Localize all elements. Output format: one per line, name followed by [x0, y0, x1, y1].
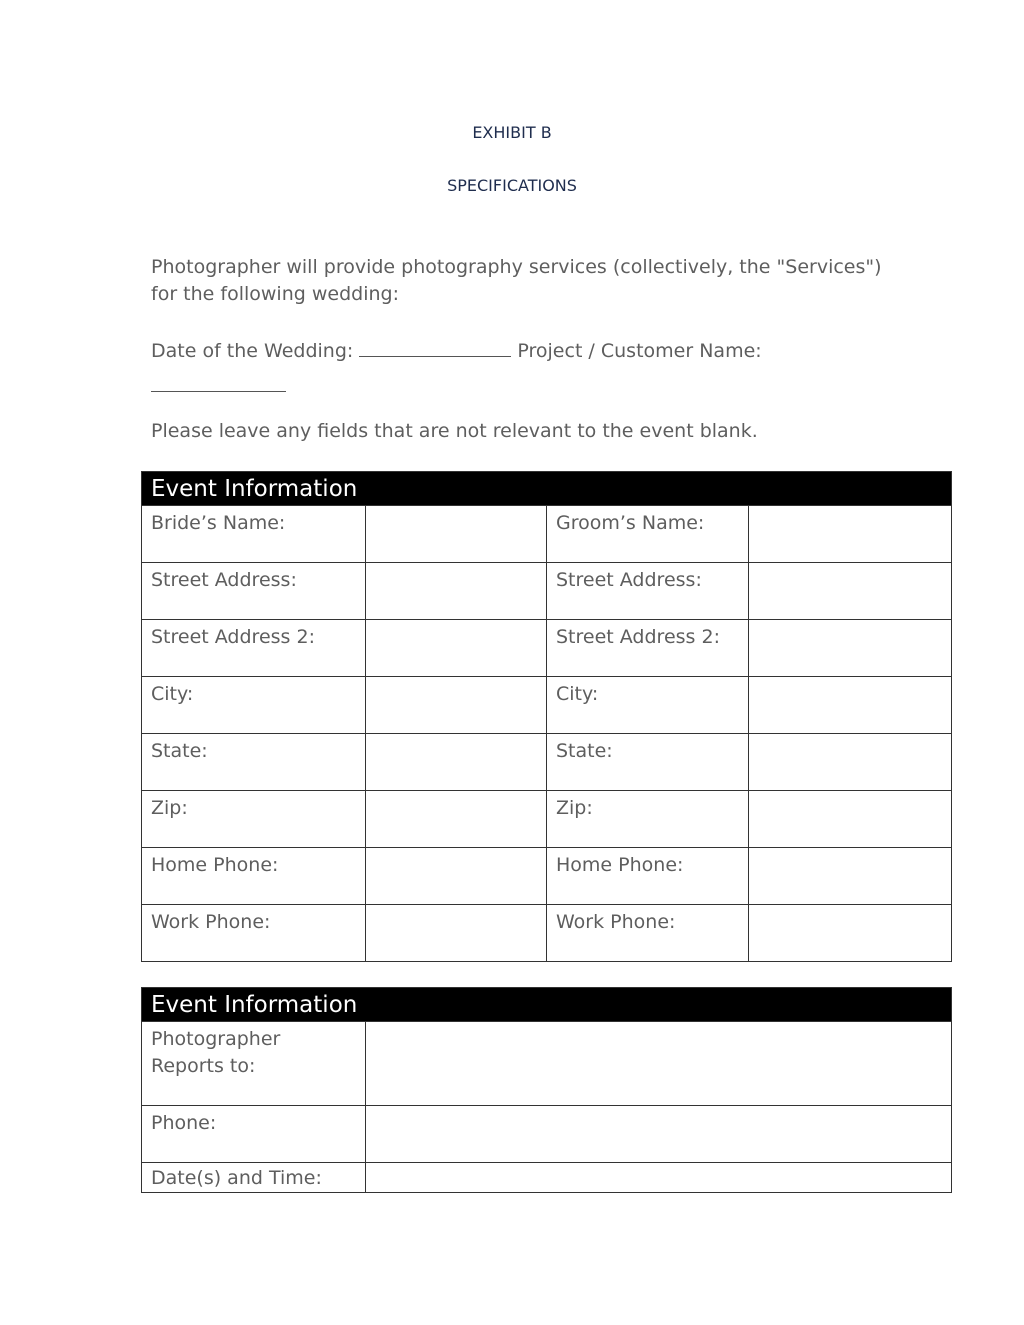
bride-city-label: City: — [142, 677, 366, 734]
groom-name-field[interactable] — [749, 506, 952, 563]
table-row — [142, 506, 952, 563]
exhibit-title: EXHIBIT B — [472, 123, 552, 142]
groom-home-phone-label: Home Phone: — [547, 848, 749, 905]
table-header-row — [142, 472, 952, 506]
groom-state-field[interactable] — [749, 734, 952, 791]
groom-city-label: City: — [547, 677, 749, 734]
date-time-label: Date(s) and Time: — [142, 1163, 366, 1193]
groom-city-field[interactable] — [749, 677, 952, 734]
bride-zip-label: Zip: — [142, 791, 366, 848]
table-row — [142, 563, 952, 620]
groom-zip-label: Zip: — [547, 791, 749, 848]
table-row — [142, 734, 952, 791]
bride-city-field[interactable] — [366, 677, 547, 734]
table-header: Event Information — [142, 472, 952, 506]
bride-street2-field[interactable] — [366, 620, 547, 677]
phone-field[interactable] — [366, 1106, 952, 1163]
groom-street-label: Street Address: — [547, 563, 749, 620]
reports-to-field[interactable] — [366, 1022, 952, 1106]
intro-paragraph: Photographer will provide photography services (collectively, the "Services") for the following wedding: — [151, 256, 882, 305]
groom-name-label: Groom’s Name: — [547, 506, 749, 563]
bride-street-label: Street Address: — [142, 563, 366, 620]
bride-name-field[interactable] — [366, 506, 547, 563]
bride-home-phone-field[interactable] — [366, 848, 547, 905]
groom-zip-field[interactable] — [749, 791, 952, 848]
groom-home-phone-field[interactable] — [749, 848, 952, 905]
groom-street2-field[interactable] — [749, 620, 952, 677]
phone-label: Phone: — [142, 1106, 366, 1163]
specifications-title: SPECIFICATIONS — [447, 176, 577, 195]
bride-work-phone-label: Work Phone: — [142, 905, 366, 962]
table-row — [142, 848, 952, 905]
groom-work-phone-label: Work Phone: — [547, 905, 749, 962]
bride-street-field[interactable] — [366, 563, 547, 620]
bride-state-field[interactable] — [366, 734, 547, 791]
table-header: Event Information — [142, 988, 952, 1022]
table-row — [142, 1106, 952, 1163]
wedding-date-label: Date of the Wedding: — [151, 340, 354, 362]
date-time-field[interactable] — [366, 1163, 952, 1193]
event-information-table — [141, 471, 952, 962]
groom-street2-label: Street Address 2: — [547, 620, 749, 677]
photographer-contact-table — [141, 987, 952, 1193]
table-row — [142, 677, 952, 734]
table-row — [142, 905, 952, 962]
groom-state-label: State: — [547, 734, 749, 791]
customer-name-blank[interactable] — [151, 371, 286, 392]
table-row — [142, 791, 952, 848]
customer-name-label: Project / Customer Name: — [517, 340, 762, 362]
bride-street2-label: Street Address 2: — [142, 620, 366, 677]
bride-state-label: State: — [142, 734, 366, 791]
table-row — [142, 1163, 952, 1193]
reports-to-label: Photographer Reports to: — [142, 1022, 366, 1106]
bride-work-phone-field[interactable] — [366, 905, 547, 962]
table-row — [142, 1022, 952, 1106]
table-row — [142, 620, 952, 677]
groom-work-phone-field[interactable] — [749, 905, 952, 962]
bride-zip-field[interactable] — [366, 791, 547, 848]
date-customer-line — [151, 336, 891, 400]
wedding-date-blank[interactable] — [359, 336, 511, 357]
groom-street-field[interactable] — [749, 563, 952, 620]
instruction-note: Please leave any fields that are not relevant to the event blank. — [151, 420, 758, 442]
bride-home-phone-label: Home Phone: — [142, 848, 366, 905]
table-header-row — [142, 988, 952, 1022]
bride-name-label: Bride’s Name: — [142, 506, 366, 563]
